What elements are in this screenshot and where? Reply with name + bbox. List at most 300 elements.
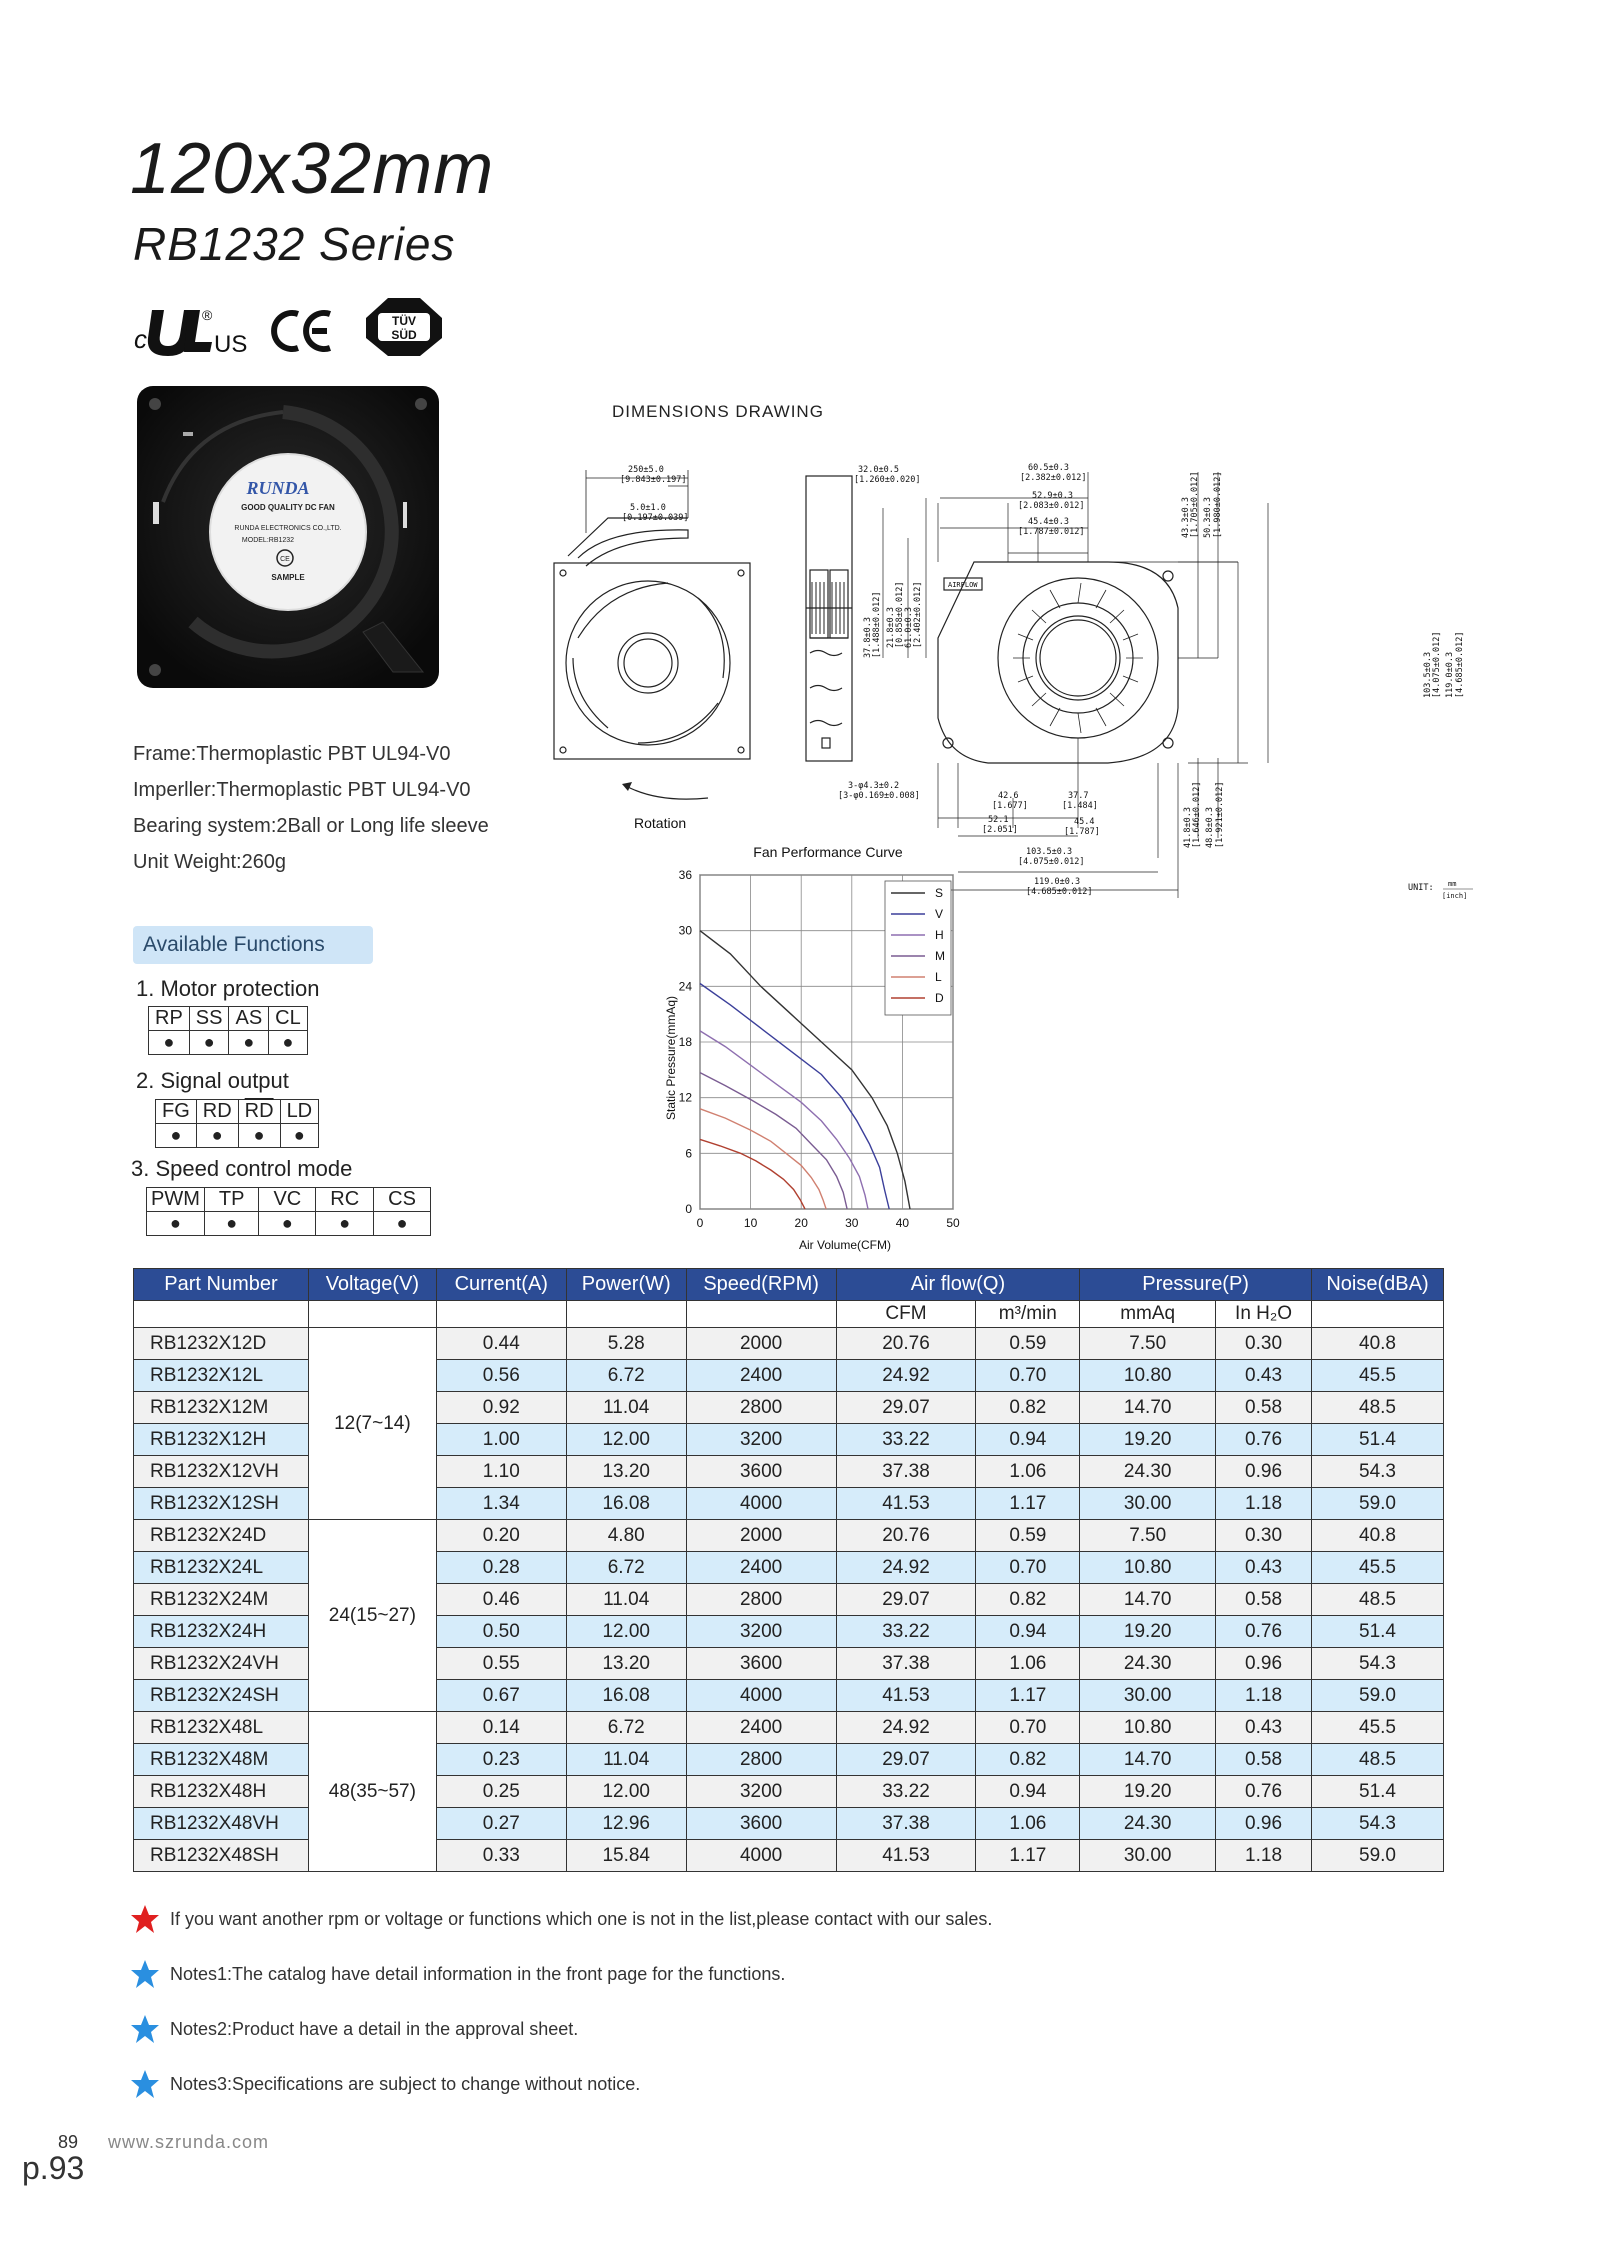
dim-r2: 50.3±0.3 bbox=[1203, 497, 1213, 538]
func-code: LD bbox=[280, 1100, 319, 1124]
cell-power: 13.20 bbox=[566, 1648, 686, 1680]
cell-inh2o: 0.58 bbox=[1216, 1584, 1312, 1616]
note-text: If you want another rpm or voltage or functions which one is not in the list,please contact with our sales. bbox=[170, 1909, 993, 1929]
dim-depth-inch: [1.260±0.020] bbox=[854, 475, 921, 485]
func-dot: ● bbox=[196, 1124, 238, 1148]
dim-l3-inch: [2.402±0.012] bbox=[913, 581, 923, 648]
chart-xtick-label: 40 bbox=[895, 1216, 910, 1230]
chart-xtick-label: 50 bbox=[946, 1216, 960, 1230]
cell-part-number: RB1232X24D bbox=[134, 1520, 309, 1552]
chart-ytick-label: 24 bbox=[678, 979, 692, 994]
unit-inch: [inch] bbox=[1442, 892, 1468, 900]
func-dot: ● bbox=[229, 1031, 269, 1055]
chart-xtick-label: 10 bbox=[743, 1216, 758, 1230]
cell-current: 1.10 bbox=[436, 1456, 566, 1488]
blue-star-icon bbox=[130, 1959, 160, 1989]
cell-speed: 4000 bbox=[686, 1680, 836, 1712]
dim-v1-inch: [1.646±0.012] bbox=[1192, 781, 1202, 848]
cell-cfm: 33.22 bbox=[836, 1424, 976, 1456]
page-subtitle: RB1232 Series bbox=[133, 218, 456, 270]
cell-mmaq: 24.30 bbox=[1080, 1456, 1216, 1488]
cell-power: 15.84 bbox=[566, 1840, 686, 1872]
cell-current: 0.46 bbox=[436, 1584, 566, 1616]
cell-current: 0.23 bbox=[436, 1744, 566, 1776]
notes-list bbox=[130, 1902, 992, 2122]
cell-cfm: 29.07 bbox=[836, 1584, 976, 1616]
cell-power: 6.72 bbox=[566, 1712, 686, 1744]
spec-impeller: Imperller:Thermoplastic PBT UL94-V0 bbox=[133, 779, 471, 801]
cell-noise: 48.5 bbox=[1311, 1584, 1443, 1616]
col-current: Current(A) bbox=[436, 1269, 566, 1301]
rotation-arrow-icon bbox=[626, 786, 708, 799]
spec-bearing: Bearing system:2Ball or Long life sleeve bbox=[133, 815, 489, 837]
cell-speed: 4000 bbox=[686, 1840, 836, 1872]
cell-cfm: 37.38 bbox=[836, 1808, 976, 1840]
dim-b5: 103.5±0.3 bbox=[1026, 847, 1073, 857]
dim-b6-inch: [4.685±0.012] bbox=[1026, 887, 1093, 897]
cell-part-number: RB1232X24H bbox=[134, 1616, 309, 1648]
cell-m3min: 1.17 bbox=[976, 1488, 1080, 1520]
cell-speed: 3600 bbox=[686, 1456, 836, 1488]
cell-speed: 2800 bbox=[686, 1744, 836, 1776]
dim-l2: 21.8±0.3 bbox=[886, 607, 896, 648]
subheader-blank bbox=[566, 1301, 686, 1328]
cell-mmaq: 10.80 bbox=[1080, 1360, 1216, 1392]
cell-part-number: RB1232X48VH bbox=[134, 1808, 309, 1840]
cell-noise: 59.0 bbox=[1311, 1840, 1443, 1872]
cell-m3min: 0.70 bbox=[976, 1552, 1080, 1584]
cell-current: 0.20 bbox=[436, 1520, 566, 1552]
cell-cfm: 29.07 bbox=[836, 1392, 976, 1424]
func-code: CL bbox=[269, 1007, 308, 1031]
cell-speed: 2000 bbox=[686, 1328, 836, 1360]
cell-cfm: 37.38 bbox=[836, 1456, 976, 1488]
subheader-mmaq: mmAq bbox=[1080, 1301, 1216, 1328]
cell-current: 0.67 bbox=[436, 1680, 566, 1712]
chart-ytick-label: 6 bbox=[685, 1146, 692, 1161]
cell-power: 12.00 bbox=[566, 1776, 686, 1808]
svg-text:®: ® bbox=[202, 307, 213, 323]
svg-text:SÜD: SÜD bbox=[391, 328, 417, 342]
cell-noise: 45.5 bbox=[1311, 1712, 1443, 1744]
cell-part-number: RB1232X12H bbox=[134, 1424, 309, 1456]
chart-ytick-label: 30 bbox=[678, 923, 692, 938]
cell-power: 6.72 bbox=[566, 1552, 686, 1584]
cell-mmaq: 14.70 bbox=[1080, 1584, 1216, 1616]
cell-inh2o: 0.30 bbox=[1216, 1520, 1312, 1552]
cell-noise: 59.0 bbox=[1311, 1680, 1443, 1712]
chart-xtick-label: 0 bbox=[696, 1216, 704, 1230]
cell-noise: 48.5 bbox=[1311, 1392, 1443, 1424]
func-code: RC bbox=[316, 1188, 374, 1212]
cell-part-number: RB1232X12L bbox=[134, 1360, 309, 1392]
blue-star-icon bbox=[130, 2069, 160, 2099]
blower-view bbox=[938, 562, 1178, 763]
cell-speed: 2800 bbox=[686, 1392, 836, 1424]
chart-legend-label-M: M bbox=[935, 949, 945, 963]
cell-part-number: RB1232X12M bbox=[134, 1392, 309, 1424]
dim-b3-inch: [2.051] bbox=[982, 825, 1018, 835]
cell-speed: 2400 bbox=[686, 1360, 836, 1392]
available-functions-label: Available Functions bbox=[133, 926, 373, 964]
cell-m3min: 0.94 bbox=[976, 1616, 1080, 1648]
cell-mmaq: 30.00 bbox=[1080, 1680, 1216, 1712]
dim-d1: 60.5±0.3 bbox=[1028, 463, 1069, 473]
dim-r1: 43.3±0.3 bbox=[1181, 497, 1191, 538]
cell-m3min: 1.17 bbox=[976, 1840, 1080, 1872]
cell-noise: 54.3 bbox=[1311, 1648, 1443, 1680]
svg-text:US: US bbox=[214, 331, 248, 358]
col-part-number: Part Number bbox=[134, 1269, 309, 1301]
chart-series-line-D bbox=[700, 1139, 805, 1209]
cell-mmaq: 30.00 bbox=[1080, 1488, 1216, 1520]
cell-current: 1.34 bbox=[436, 1488, 566, 1520]
cell-mmaq: 14.70 bbox=[1080, 1392, 1216, 1424]
cell-inh2o: 0.96 bbox=[1216, 1808, 1312, 1840]
chart-xlabel: Air Volume(CFM) bbox=[798, 1238, 892, 1252]
cell-inh2o: 0.96 bbox=[1216, 1456, 1312, 1488]
chart-ytick-label: 18 bbox=[678, 1035, 692, 1049]
col-voltage: Voltage(V) bbox=[308, 1269, 436, 1301]
cell-current: 0.55 bbox=[436, 1648, 566, 1680]
cell-speed: 2400 bbox=[686, 1552, 836, 1584]
dim-cable-length-inch: [9.843±0.197] bbox=[620, 475, 687, 485]
dim-v1: 41.8±0.3 bbox=[1183, 807, 1193, 848]
dim-b1-inch: [1.677] bbox=[992, 801, 1028, 811]
page-title: 120x32mm bbox=[130, 129, 495, 209]
unit-label: UNIT: bbox=[1408, 883, 1434, 893]
subheader-blank bbox=[134, 1301, 309, 1328]
cell-power: 12.00 bbox=[566, 1424, 686, 1456]
tuv-sud-icon bbox=[366, 298, 442, 356]
fan-model-label: MODEL:RB1232 bbox=[241, 537, 295, 544]
cell-voltage: 12(7~14) bbox=[308, 1328, 436, 1520]
cell-noise: 59.0 bbox=[1311, 1488, 1443, 1520]
cell-part-number: RB1232X24L bbox=[134, 1552, 309, 1584]
cell-inh2o: 0.58 bbox=[1216, 1744, 1312, 1776]
cell-current: 0.27 bbox=[436, 1808, 566, 1840]
func-code: CS bbox=[374, 1188, 431, 1212]
col-pressure: Pressure(P) bbox=[1080, 1269, 1312, 1301]
dim-cable-strip: 5.0±1.0 bbox=[630, 503, 666, 513]
motor-protection-title: 1. Motor protection bbox=[136, 976, 320, 1001]
dim-v2: 48.8±0.3 bbox=[1205, 807, 1215, 848]
ul-c-us-icon bbox=[134, 307, 247, 358]
cell-mmaq: 14.70 bbox=[1080, 1744, 1216, 1776]
cell-cfm: 33.22 bbox=[836, 1776, 976, 1808]
subheader-m3min: m³/min bbox=[976, 1301, 1080, 1328]
signal-output-title: 2. Signal output bbox=[136, 1068, 289, 1093]
cell-cfm: 24.92 bbox=[836, 1712, 976, 1744]
cell-power: 16.08 bbox=[566, 1680, 686, 1712]
subheader-blank bbox=[686, 1301, 836, 1328]
cell-inh2o: 1.18 bbox=[1216, 1680, 1312, 1712]
func-code: RP bbox=[149, 1007, 190, 1031]
dim-b4-inch: [1.787] bbox=[1064, 827, 1100, 837]
page-number: 89 bbox=[58, 2132, 79, 2152]
cell-cfm: 41.53 bbox=[836, 1488, 976, 1520]
cell-noise: 54.3 bbox=[1311, 1808, 1443, 1840]
cell-power: 12.00 bbox=[566, 1616, 686, 1648]
cell-power: 11.04 bbox=[566, 1392, 686, 1424]
note-item bbox=[130, 2067, 992, 2122]
chart-legend-label-S: S bbox=[935, 886, 944, 900]
func-dot: ● bbox=[149, 1031, 190, 1055]
speed-control-title: 3. Speed control mode bbox=[131, 1156, 353, 1181]
cell-current: 0.25 bbox=[436, 1776, 566, 1808]
unit-mm: mm bbox=[1448, 880, 1457, 888]
col-airflow: Air flow(Q) bbox=[836, 1269, 1080, 1301]
note-item bbox=[130, 1902, 992, 1957]
side-view bbox=[806, 476, 852, 761]
table-row bbox=[134, 1328, 1444, 1360]
cell-inh2o: 0.43 bbox=[1216, 1712, 1312, 1744]
cell-cfm: 20.76 bbox=[836, 1328, 976, 1360]
cell-mmaq: 19.20 bbox=[1080, 1424, 1216, 1456]
cell-current: 0.28 bbox=[436, 1552, 566, 1584]
cell-m3min: 0.82 bbox=[976, 1392, 1080, 1424]
cell-m3min: 1.06 bbox=[976, 1808, 1080, 1840]
subheader-inh2o: In H₂O bbox=[1216, 1301, 1312, 1328]
func-dot: ● bbox=[374, 1212, 431, 1236]
note-item bbox=[130, 1957, 992, 2012]
cell-power: 6.72 bbox=[566, 1360, 686, 1392]
cell-m3min: 0.94 bbox=[976, 1424, 1080, 1456]
cell-part-number: RB1232X48M bbox=[134, 1744, 309, 1776]
note-text: Notes2:Product have a detail in the approval sheet. bbox=[170, 2019, 579, 2039]
cell-inh2o: 0.43 bbox=[1216, 1552, 1312, 1584]
ce-icon bbox=[274, 313, 330, 349]
func-dot: ● bbox=[204, 1212, 259, 1236]
func-code: VC bbox=[259, 1188, 316, 1212]
cell-inh2o: 0.76 bbox=[1216, 1616, 1312, 1648]
func-dot: ● bbox=[280, 1124, 319, 1148]
cell-current: 0.50 bbox=[436, 1616, 566, 1648]
cell-mmaq: 24.30 bbox=[1080, 1648, 1216, 1680]
dim-v2-inch: [1.921±0.012] bbox=[1215, 781, 1225, 848]
cell-part-number: RB1232X12D bbox=[134, 1328, 309, 1360]
func-dot: ● bbox=[147, 1212, 205, 1236]
chart-xtick-label: 30 bbox=[845, 1216, 859, 1230]
func-dot: ● bbox=[316, 1212, 374, 1236]
cell-noise: 51.4 bbox=[1311, 1616, 1443, 1648]
cell-noise: 54.3 bbox=[1311, 1456, 1443, 1488]
dim-d3: 45.4±0.3 bbox=[1028, 517, 1069, 527]
cell-mmaq: 30.00 bbox=[1080, 1840, 1216, 1872]
dim-holes-inch: [3-φ0.169±0.008] bbox=[838, 791, 920, 801]
cell-speed: 3600 bbox=[686, 1808, 836, 1840]
func-code: PWM bbox=[147, 1188, 205, 1212]
fan-performance-chart bbox=[655, 843, 1005, 1263]
dim-r3: 103.5±0.3 bbox=[1423, 651, 1433, 698]
cell-inh2o: 0.58 bbox=[1216, 1392, 1312, 1424]
dim-b3: 52.1 bbox=[988, 815, 1009, 825]
dim-cable-length: 250±5.0 bbox=[628, 465, 664, 475]
dimensions-drawing bbox=[548, 458, 1488, 908]
cell-mmaq: 19.20 bbox=[1080, 1776, 1216, 1808]
cell-inh2o: 0.96 bbox=[1216, 1648, 1312, 1680]
cell-noise: 51.4 bbox=[1311, 1776, 1443, 1808]
cell-power: 4.80 bbox=[566, 1520, 686, 1552]
chart-series-line-M bbox=[700, 1073, 847, 1209]
cell-mmaq: 7.50 bbox=[1080, 1520, 1216, 1552]
func-dot: ● bbox=[189, 1031, 229, 1055]
cell-cfm: 37.38 bbox=[836, 1648, 976, 1680]
cell-cfm: 24.92 bbox=[836, 1360, 976, 1392]
cell-inh2o: 0.76 bbox=[1216, 1776, 1312, 1808]
cell-cfm: 41.53 bbox=[836, 1680, 976, 1712]
dim-d1-inch: [2.382±0.012] bbox=[1020, 473, 1087, 483]
spec-frame: Frame:Thermoplastic PBT UL94-V0 bbox=[133, 743, 451, 765]
subheader-cfm: CFM bbox=[836, 1301, 976, 1328]
fan-product-photo bbox=[133, 382, 443, 692]
cell-inh2o: 1.18 bbox=[1216, 1840, 1312, 1872]
chart-legend-label-L: L bbox=[935, 970, 942, 984]
cell-voltage: 48(35~57) bbox=[308, 1712, 436, 1872]
cell-speed: 3200 bbox=[686, 1616, 836, 1648]
cell-speed: 2000 bbox=[686, 1520, 836, 1552]
red-star-icon bbox=[130, 1904, 160, 1934]
dim-depth: 32.0±0.5 bbox=[858, 465, 899, 475]
cell-power: 13.20 bbox=[566, 1456, 686, 1488]
fan-tagline-label: GOOD QUALITY DC FAN bbox=[241, 503, 335, 512]
fan-company-label: RUNDA ELECTRONICS CO.,LTD. bbox=[234, 525, 342, 532]
cell-voltage: 24(15~27) bbox=[308, 1520, 436, 1712]
table-row bbox=[134, 1520, 1444, 1552]
cell-current: 1.00 bbox=[436, 1424, 566, 1456]
col-noise: Noise(dBA) bbox=[1311, 1269, 1443, 1301]
cell-m3min: 1.06 bbox=[976, 1456, 1080, 1488]
cell-power: 11.04 bbox=[566, 1744, 686, 1776]
dim-r4-inch: [4.685±0.012] bbox=[1455, 631, 1465, 698]
dim-b2-inch: [1.484] bbox=[1062, 801, 1098, 811]
cell-mmaq: 10.80 bbox=[1080, 1552, 1216, 1584]
dim-l1: 37.8±0.3 bbox=[863, 617, 873, 658]
cell-power: 12.96 bbox=[566, 1808, 686, 1840]
dim-r4: 119.0±0.3 bbox=[1445, 651, 1455, 698]
dim-l3: 61.0±0.3 bbox=[904, 607, 914, 648]
cell-cfm: 24.92 bbox=[836, 1552, 976, 1584]
cell-m3min: 0.59 bbox=[976, 1328, 1080, 1360]
cell-part-number: RB1232X12SH bbox=[134, 1488, 309, 1520]
cell-cfm: 29.07 bbox=[836, 1744, 976, 1776]
fan-brand-label: RUNDA bbox=[246, 478, 310, 498]
cell-speed: 2800 bbox=[686, 1584, 836, 1616]
cell-part-number: RB1232X12VH bbox=[134, 1456, 309, 1488]
cell-current: 0.33 bbox=[436, 1840, 566, 1872]
func-dot: ● bbox=[259, 1212, 316, 1236]
specification-table bbox=[133, 1268, 1444, 1872]
cell-speed: 3600 bbox=[686, 1648, 836, 1680]
website-url[interactable]: www.szrunda.com bbox=[108, 2132, 270, 2152]
motor-protection-table bbox=[148, 1006, 308, 1055]
cell-m3min: 0.70 bbox=[976, 1360, 1080, 1392]
cell-m3min: 0.82 bbox=[976, 1744, 1080, 1776]
chart-series-line-S bbox=[700, 931, 910, 1209]
cell-mmaq: 7.50 bbox=[1080, 1328, 1216, 1360]
certification-logos bbox=[130, 290, 470, 360]
cell-noise: 45.5 bbox=[1311, 1552, 1443, 1584]
dim-cable-strip-inch: [0.197±0.039] bbox=[622, 513, 689, 523]
spec-weight: Unit Weight:260g bbox=[133, 851, 287, 873]
speed-control-table bbox=[146, 1187, 431, 1236]
page-label: p.93 bbox=[22, 2150, 85, 2186]
cell-part-number: RB1232X24M bbox=[134, 1584, 309, 1616]
svg-text:c: c bbox=[134, 324, 147, 354]
cell-current: 0.56 bbox=[436, 1360, 566, 1392]
cell-cfm: 41.53 bbox=[836, 1840, 976, 1872]
cell-cfm: 20.76 bbox=[836, 1520, 976, 1552]
cell-part-number: RB1232X24VH bbox=[134, 1648, 309, 1680]
cell-inh2o: 0.76 bbox=[1216, 1424, 1312, 1456]
cell-inh2o: 0.43 bbox=[1216, 1360, 1312, 1392]
chart-ytick-label: 0 bbox=[685, 1202, 692, 1216]
dim-holes: 3-φ4.3±0.2 bbox=[848, 781, 900, 791]
cell-m3min: 0.70 bbox=[976, 1712, 1080, 1744]
dim-b1: 42.6 bbox=[998, 791, 1019, 801]
blue-star-icon bbox=[130, 2014, 160, 2044]
cell-noise: 48.5 bbox=[1311, 1744, 1443, 1776]
cell-m3min: 1.06 bbox=[976, 1648, 1080, 1680]
cell-part-number: RB1232X48SH bbox=[134, 1840, 309, 1872]
chart-series-line-L bbox=[700, 1109, 826, 1209]
cell-current: 0.14 bbox=[436, 1712, 566, 1744]
cell-part-number: RB1232X48H bbox=[134, 1776, 309, 1808]
cell-mmaq: 19.20 bbox=[1080, 1616, 1216, 1648]
cell-mmaq: 10.80 bbox=[1080, 1712, 1216, 1744]
cell-power: 11.04 bbox=[566, 1584, 686, 1616]
dim-d3-inch: [1.787±0.012] bbox=[1018, 527, 1085, 537]
chart-legend-label-V: V bbox=[935, 907, 944, 921]
note-text: Notes1:The catalog have detail information in the front page for the functions. bbox=[170, 1964, 786, 1984]
signal-output-table bbox=[155, 1099, 319, 1148]
cell-m3min: 1.17 bbox=[976, 1680, 1080, 1712]
svg-text:TÜV: TÜV bbox=[392, 314, 416, 328]
col-power: Power(W) bbox=[566, 1269, 686, 1301]
cell-speed: 3200 bbox=[686, 1424, 836, 1456]
cell-m3min: 0.94 bbox=[976, 1776, 1080, 1808]
dim-b5-inch: [4.075±0.012] bbox=[1018, 857, 1085, 867]
chart-title: Fan Performance Curve bbox=[753, 844, 903, 860]
func-code: AS bbox=[229, 1007, 269, 1031]
cell-speed: 2400 bbox=[686, 1712, 836, 1744]
chart-legend-label-H: H bbox=[935, 928, 944, 942]
cell-current: 0.92 bbox=[436, 1392, 566, 1424]
chart-xtick-label: 20 bbox=[794, 1216, 808, 1230]
chart-ylabel: Static Pressure(mmAq) bbox=[664, 995, 678, 1121]
subheader-blank bbox=[436, 1301, 566, 1328]
dim-r2-inch: [1.980±0.012] bbox=[1213, 471, 1223, 538]
cell-noise: 40.8 bbox=[1311, 1520, 1443, 1552]
chart-ytick-label: 12 bbox=[678, 1090, 692, 1105]
svg-text:CE: CE bbox=[280, 556, 290, 563]
dim-d2: 52.9±0.3 bbox=[1032, 491, 1073, 501]
subheader-blank bbox=[1311, 1301, 1443, 1328]
chart-legend-label-D: D bbox=[935, 991, 944, 1005]
func-code: TP bbox=[204, 1188, 259, 1212]
spec-list bbox=[133, 736, 489, 880]
func-code: SS bbox=[189, 1007, 229, 1031]
note-item bbox=[130, 2012, 992, 2067]
rotation-label: Rotation bbox=[634, 815, 687, 831]
dim-r1-inch: [1.705±0.012] bbox=[1190, 471, 1200, 538]
col-speed: Speed(RPM) bbox=[686, 1269, 836, 1301]
func-code: $\overline{RD}$ bbox=[238, 1100, 280, 1124]
cell-inh2o: 1.18 bbox=[1216, 1488, 1312, 1520]
cell-noise: 45.5 bbox=[1311, 1360, 1443, 1392]
cell-m3min: 0.82 bbox=[976, 1584, 1080, 1616]
dim-d2-inch: [2.083±0.012] bbox=[1018, 501, 1085, 511]
